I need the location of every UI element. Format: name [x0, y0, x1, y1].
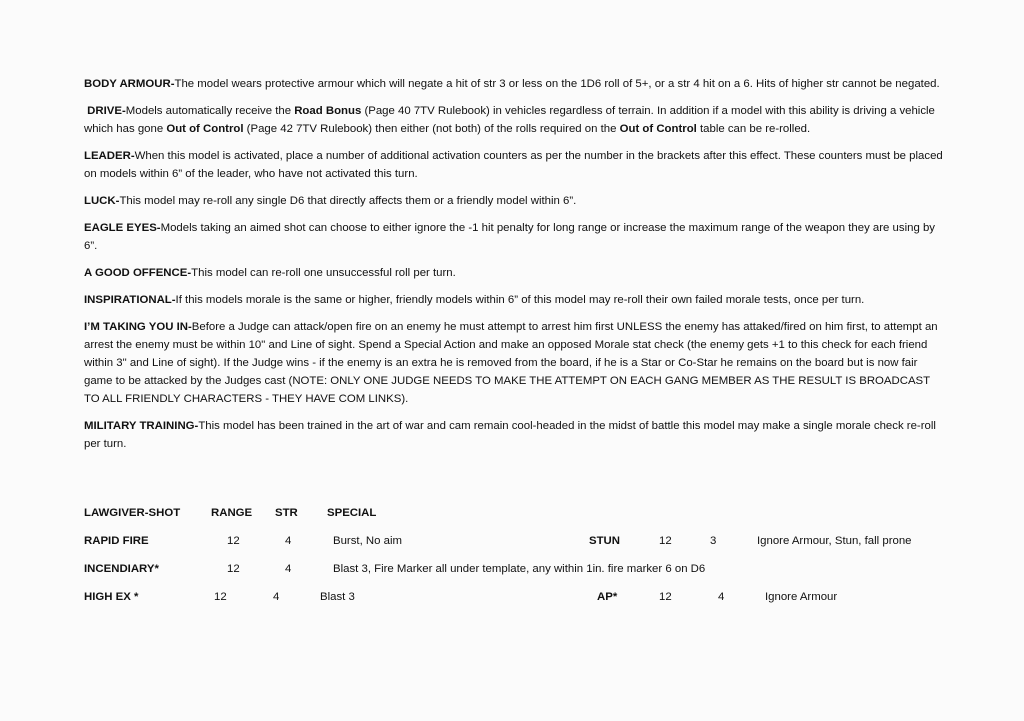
rule-name: LUCK-	[84, 195, 120, 207]
rule-name: MILITARY TRAINING-	[84, 420, 199, 432]
weapon-str: 4	[718, 591, 725, 603]
rule-name: BODY ARMOUR-	[84, 78, 175, 90]
rule-inspirational	[84, 291, 946, 309]
rule-text: (Page 42 7TV Rulebook) then either (not both) of the rolls required on the	[243, 123, 620, 135]
rule-eagle-eyes	[84, 219, 946, 255]
rule-keyword: Road Bonus	[294, 105, 362, 117]
rule-keyword: Out of Control	[166, 123, 244, 135]
rule-taking-you-in	[84, 318, 946, 408]
rule-body-armour	[84, 75, 946, 93]
rule-text: This model has been trained in the art of war and cam remain cool-headed in the midst of battle this model may make a single morale check re-roll per turn.	[84, 420, 936, 450]
rule-name: LEADER-	[84, 150, 135, 162]
weapon-range: 12	[659, 535, 672, 547]
col-header-weapon: LAWGIVER-SHOT	[84, 507, 181, 519]
weapon-str: 4	[285, 535, 292, 547]
rule-leader	[84, 147, 946, 183]
weapon-name: INCENDIARY*	[84, 563, 159, 575]
weapon-range: 12	[659, 591, 672, 603]
rule-keyword: Out of Control	[619, 123, 697, 135]
weapon-str: 3	[710, 535, 717, 547]
rule-name: EAGLE EYES-	[84, 222, 161, 234]
rule-text: (Page 40 7TV Rulebook) in vehicles regardless of terrain. In addition if a model with this ability is driving a vehicle which has gone	[84, 105, 935, 135]
weapon-range: 12	[227, 535, 240, 547]
col-header-special: SPECIAL	[327, 507, 377, 519]
rule-text: The model wears protective armour which will negate a hit of str 3 or less on the 1D6 roll of 5+, or a str 4 hit on a 6. Hits of higher str cannot be negated.	[174, 78, 940, 90]
weapon-name: STUN	[589, 535, 621, 547]
rule-name: A GOOD OFFENCE-	[84, 267, 192, 279]
rule-text: When this model is activated, place a number of additional activation counters as per the number in the brackets after this effect. These counters must be placed on models within 6” of the leader, who have not activated this turn.	[84, 150, 943, 180]
rule-text: Models taking an aimed shot can choose to either ignore the -1 hit penalty for long range or increase the maximum range of the weapon they are using by 6”.	[84, 222, 935, 252]
rule-name: DRIVE-	[87, 105, 126, 117]
special-rules-list	[84, 75, 946, 462]
weapon-special: Blast 3	[320, 591, 355, 603]
rule-text: This model can re-roll one unsuccessful roll per turn.	[191, 267, 456, 279]
rule-drive	[84, 102, 946, 138]
weapon-str: 4	[285, 563, 292, 575]
weapon-range: 12	[227, 563, 240, 575]
weapon-name: RAPID FIRE	[84, 535, 149, 547]
rule-luck	[84, 192, 946, 210]
rule-military-training	[84, 417, 946, 453]
weapon-name: HIGH EX *	[84, 591, 139, 603]
weapon-range: 12	[214, 591, 227, 603]
weapon-str: 4	[273, 591, 280, 603]
weapon-special: Ignore Armour	[765, 591, 838, 603]
rule-text: If this models morale is the same or higher, friendly models within 6” of this model may re-roll their own failed morale tests, once per turn.	[175, 294, 865, 306]
rule-good-offence	[84, 264, 946, 282]
col-header-str: STR	[275, 507, 298, 519]
weapon-special: Ignore Armour, Stun, fall prone	[757, 535, 912, 547]
rule-text: Before a Judge can attack/open fire on an enemy he must attempt to arrest him first UNLESS the enemy has attaked/fired on him first, to attempt an arrest the enemy must be within 10" and Line of sight. Spend a Special Action and make an opposed Morale stat check (the enemy gets +1 to this check for each friend within 3" and Line of sight). If the Judge wins - if the enemy is an extra he is removed from the board, if he is a Star or Co-Star he remains on the board but is now fair game to be attacked by the Judges cast (NOTE: ONLY ONE JUDGE NEEDS TO MAKE THE ATTEMPT ON EACH GANG MEMBER AS THE RESULT IS BROADCAST TO ALL FRIENDLY CHARACTERS - THEY HAVE COM LINKS).	[84, 321, 938, 405]
col-header-range: RANGE	[211, 507, 253, 519]
rule-name: I’M TAKING YOU IN-	[84, 321, 192, 333]
rule-text: This model may re-roll any single D6 that directly affects them or a friendly model within 6”.	[119, 195, 577, 207]
weapon-special: Burst, No aim	[333, 535, 402, 547]
weapon-name: AP*	[597, 591, 618, 603]
rule-text: Models automatically receive the	[125, 105, 295, 117]
rule-text: table can be re-rolled.	[696, 123, 811, 135]
rule-name: INSPIRATIONAL-	[84, 294, 176, 306]
weapon-special: Blast 3, Fire Marker all under template, any within 1in. fire marker 6 on D6	[333, 563, 706, 575]
